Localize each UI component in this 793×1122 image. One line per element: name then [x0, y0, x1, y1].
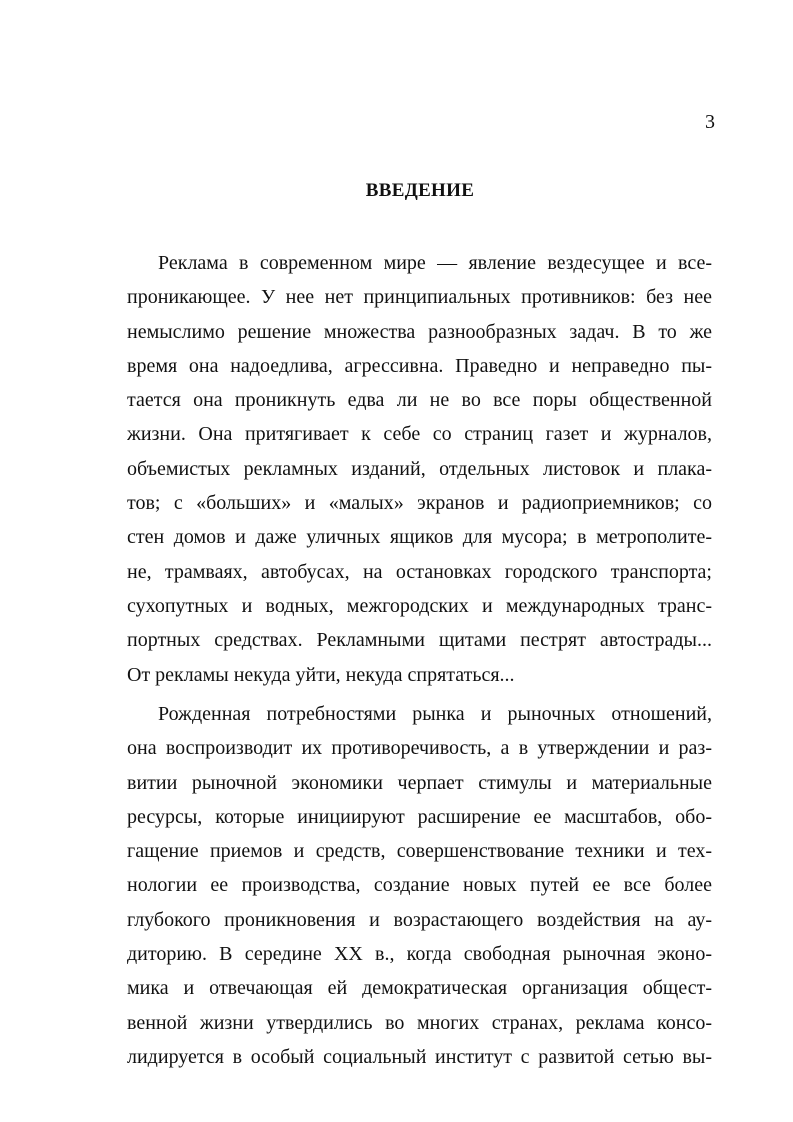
text-line: тов; с «больших» и «малых» экранов и радиоприемников; со	[127, 492, 712, 515]
section-heading: ВВЕДЕНИЕ	[365, 180, 475, 201]
text-line: время она надоедлива, агрессивна. Праведно и неправедно пы-	[127, 354, 712, 377]
text-line: стен домов и даже уличных ящиков для мусора; в метрополите-	[127, 526, 712, 549]
text-line: проникающее. У нее нет принципиальных противников: без нее	[127, 286, 712, 309]
paragraph-2	[127, 697, 712, 1074]
text-line: нологии ее производства, создание новых путей ее все более	[127, 874, 712, 897]
text-line: гащение приемов и средств, совершенствование техники и тех-	[127, 840, 712, 863]
text-line: немыслимо решение множества разнообразных задач. В то же	[127, 320, 712, 343]
text-line: Реклама в современном мире — явление вездесущее и все-	[158, 252, 712, 274]
text-line: мика и отвечающая ей демократическая организация общест-	[127, 977, 712, 1000]
text-line: она воспроизводит их противоречивость, а в утверждении и раз-	[127, 737, 712, 760]
text-line: глубокого проникновения и возрастающего воздействия на ау-	[127, 908, 712, 931]
text-line: От рекламы некуда уйти, некуда спрятаться...	[127, 663, 515, 686]
text-line: ресурсы, которые инициируют расширение ее масштабов, обо-	[127, 805, 712, 828]
text-line: жизни. Она притягивает к себе со страниц газет и журналов,	[127, 423, 712, 446]
text-line: диторию. В середине XX в., когда свободная рыночная эконо-	[127, 943, 712, 966]
text-line: венной жизни утвердились во многих странах, реклама консо-	[127, 1011, 712, 1034]
text-line: портных средствах. Рекламными щитами пестрят автострады...	[127, 629, 712, 652]
text-line: витии рыночной экономики черпает стимулы и материальные	[127, 771, 712, 794]
text-line: сухопутных и водных, межгородских и международных транс-	[127, 594, 712, 617]
paragraph-1	[127, 246, 712, 692]
text-line: не, трамваях, автобусах, на остановках городского транспорта;	[127, 560, 712, 583]
text-line: объемистых рекламных изданий, отдельных листовок и плака-	[127, 457, 712, 480]
text-line: лидируется в особый социальный институт с развитой сетью вы-	[127, 1045, 712, 1068]
text-line: тается она проникнуть едва ли не во все поры общественной	[127, 389, 712, 412]
text-line: Рожденная потребностями рынка и рыночных отношений,	[158, 703, 712, 725]
page-number: 3	[705, 111, 715, 133]
